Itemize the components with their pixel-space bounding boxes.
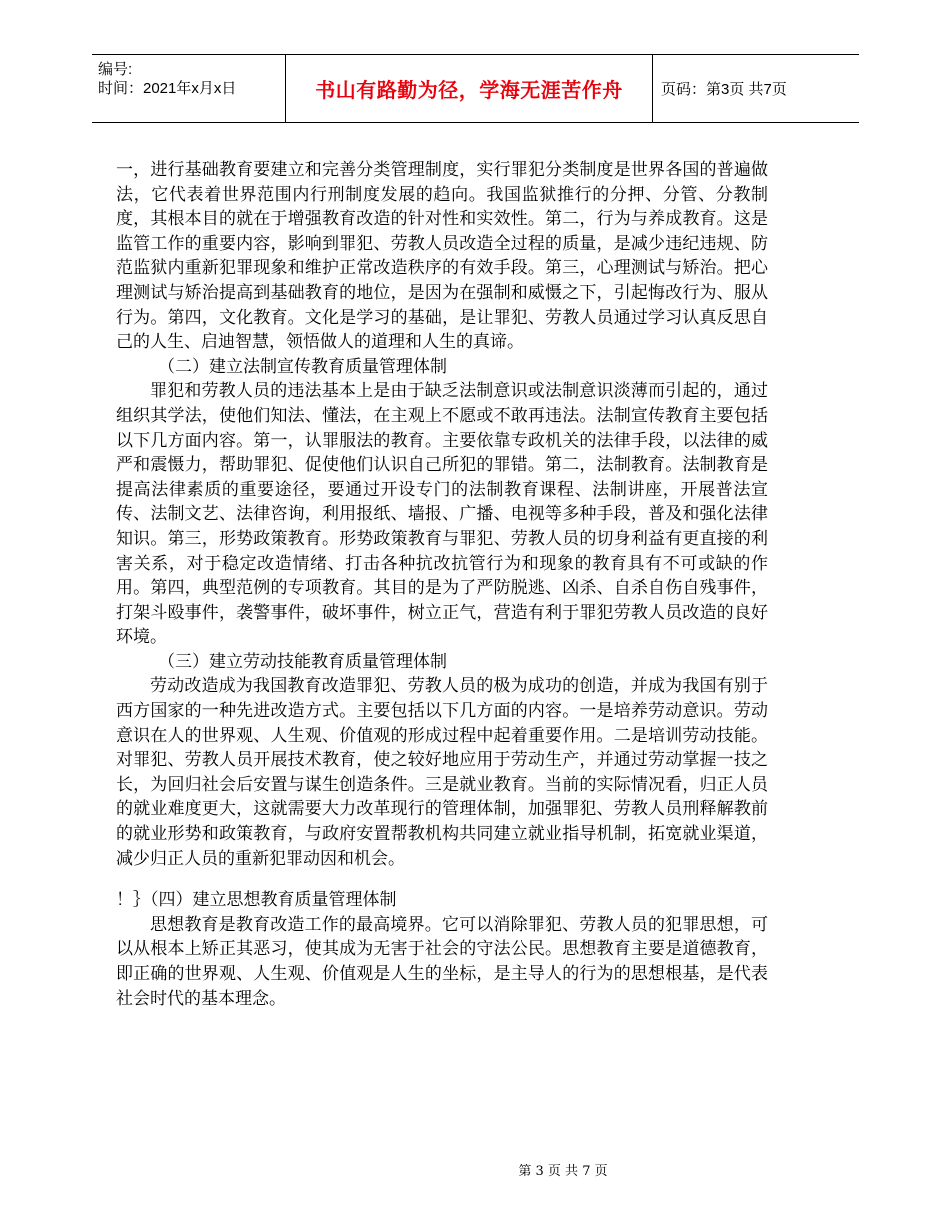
section-heading-labor: （三）建立劳动技能教育质量管理体制 [158,651,447,672]
page-footer: 第 3 页 共 7 页 [518,1164,608,1179]
page-header [92,54,859,123]
header-number-label: 编号: [98,61,133,78]
header-meta [92,55,285,122]
header-motto: 书山有路勤为径，学海无涯苦作舟 [315,78,623,102]
paragraph-labor-education: 劳动改造成为我国教育改造罪犯、劳教人员的极为成功的创造，并成为我国有别于西方国家的一种先进改造方式。主要包括以下几方面的内容。一是培养劳动意识。劳动意识在人的世界观、人生观、价值观的形成过程中起着重要作用。二是培训劳动技能。对罪犯、劳教人员开展技术教育，使之较好地应用于劳动生产，并通过劳动掌握一技之长，为回归社会后安置与谋生创造条件。三是就业教育。当前的实际情况看，归正人员的就业难度更大，这就需要大力改革现行的管理体制，加强罪犯、劳教人员刑释解教前的就业形势和政策教育，与政府安置帮教机构共同建立就业指导机制，拓宽就业渠道，减少归正人员的重新犯罪动因和机会。 [116,676,768,869]
section-heading-ideology: ！｝（四）建立思想教育质量管理体制 [116,890,397,911]
paragraph-basic-education: 一，进行基础教育要建立和完善分类管理制度，实行罪犯分类制度是世界各国的普遍做法，它代表着世界范围内行刑制度发展的趋向。我国监狱推行的分押、分管、分教制度，其根本目的就在于增强教育改造的针对性和实效性。第二，行为与养成教育。这是监管工作的重要内容，影响到罪犯、劳教人员改造全过程的质量，是减少违纪违规、防范监狱内重新犯罪现象和维护正常改造秩序的有效手段。第三，心理测试与矫治。把心理测试与矫治提高到基础教育的地位，是因为在强制和威慑之下，引起悔改行为、服从行为。第四，文化教育。文化是学习的基础，是让罪犯、劳教人员通过学习认真反思自己的人生、启迪智慧，领悟做人的道理和人生的真谛。 [116,160,768,353]
paragraph-legal-education: 罪犯和劳教人员的违法基本上是由于缺乏法制意识或法制意识淡薄而引起的，通过组织其学法，使他们知法、懂法，在主观上不愿或不敢再违法。法制宣传教育主要包括以下几方面内容。第一，认罪服法的教育。主要依靠专政机关的法律手段，以法律的威严和震慑力，帮助罪犯、促使他们认识自己所犯的罪错。第二，法制教育。法制教育是提高法律素质的重要途径，要通过开设专门的法制教育课程、法制讲座，开展普法宣传、法制文艺、法律咨询，利用报纸、墙报、广播、电视等多种手段，普及和强化法律知识。第三，形势政策教育。形势政策教育与罪犯、劳教人员的切身利益有更直接的利害关系，对于稳定改造情绪、打击各种抗改抗管行为和现象的教育具有不可或缺的作用。第四，典型范例的专项教育。其目的是为了严防脱逃、凶杀、自杀自伤自残事件，打架斗殴事件，袭警事件，破坏事件，树立正气，营造有利于罪犯劳教人员改造的良好环境。 [116,381,768,648]
header-motto-cell [285,55,653,122]
header-page-info: 页码：第3页 共7页 [661,81,787,98]
document-body [116,158,768,1011]
section-heading-legal: （二）建立法制宣传教育质量管理体制 [158,356,447,377]
header-time-label: 时间：2021年x月x日 [98,80,237,97]
paragraph-ideology-education: 思想教育是教育改造工作的最高境界。它可以消除罪犯、劳教人员的犯罪思想，可以从根本上矫正其恶习，使其成为无害于社会的守法公民。思想教育主要是道德教育，即正确的世界观、人生观、价值观是人生的坐标，是主导人的行为的思想根基，是代表社会时代的基本理念。 [116,914,768,1009]
